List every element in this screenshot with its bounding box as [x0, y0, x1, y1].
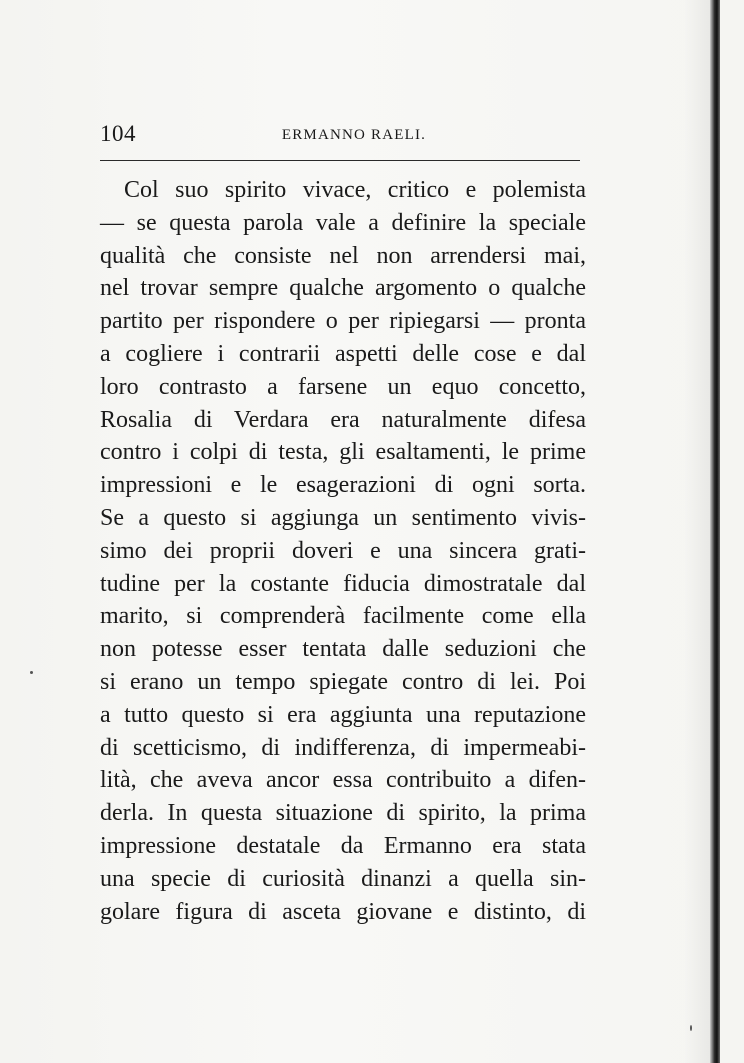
- running-head: ERMANNO RAELI.: [281, 127, 427, 143]
- text-line: simo dei proprii doveri e una sincera grati-: [100, 537, 586, 564]
- text-line: non potesse esser tentata dalle seduzioni che: [100, 636, 586, 663]
- text-line: golare figura di asceta giovane e distinto, di: [100, 898, 586, 925]
- paper-speck: [690, 1025, 692, 1031]
- text-line: impressioni e le esagerazioni di ogni sorta.: [100, 472, 586, 499]
- text-line: di scetticismo, di indifferenza, di impermeabi-: [100, 734, 586, 761]
- page-edge-binding: [710, 0, 720, 1063]
- text-line: una specie di curiosità dinanzi a quella sin-: [100, 865, 586, 892]
- text-line: marito, si comprenderà facilmente come ella: [100, 603, 586, 630]
- text-line: a tutto questo si era aggiunta una reputazione: [100, 701, 586, 728]
- text-line: loro contrasto a farsene un equo concetto,: [100, 373, 586, 400]
- text-line: a cogliere i contrarii aspetti delle cose e dal: [100, 340, 586, 367]
- paper-speck: [30, 671, 33, 674]
- text-line: si erano un tempo spiegate contro di lei. Poi: [100, 668, 586, 695]
- text-line: Se a questo si aggiunga un sentimento vivis-: [100, 504, 586, 531]
- text-line: impressione destatale da Ermanno era stata: [100, 832, 586, 859]
- body-text: [100, 174, 586, 928]
- page-header: [100, 119, 580, 153]
- page-number: 104: [100, 121, 136, 146]
- header-rule: [100, 160, 580, 161]
- text-line: qualità che consiste nel non arrendersi mai,: [100, 242, 586, 269]
- text-line: partito per rispondere o per ripiegarsi — pronta: [100, 308, 586, 335]
- text-line: Col suo spirito vivace, critico e polemista: [124, 177, 586, 203]
- text-line: nel trovar sempre qualche argomento o qualche: [100, 275, 586, 302]
- text-line: Rosalia di Verdara era naturalmente difesa: [100, 406, 586, 433]
- text-line: derla. In questa situazione di spirito, la prima: [100, 800, 586, 827]
- text-line: tudine per la costante fiducia dimostratale dal: [100, 570, 586, 597]
- text-line: lità, che aveva ancor essa contribuito a difen-: [100, 767, 586, 794]
- text-line: contro i colpi di testa, gli esaltamenti, le prime: [100, 439, 586, 466]
- text-line: — se questa parola vale a definire la speciale: [100, 209, 586, 236]
- spine-shadow: [684, 0, 710, 1063]
